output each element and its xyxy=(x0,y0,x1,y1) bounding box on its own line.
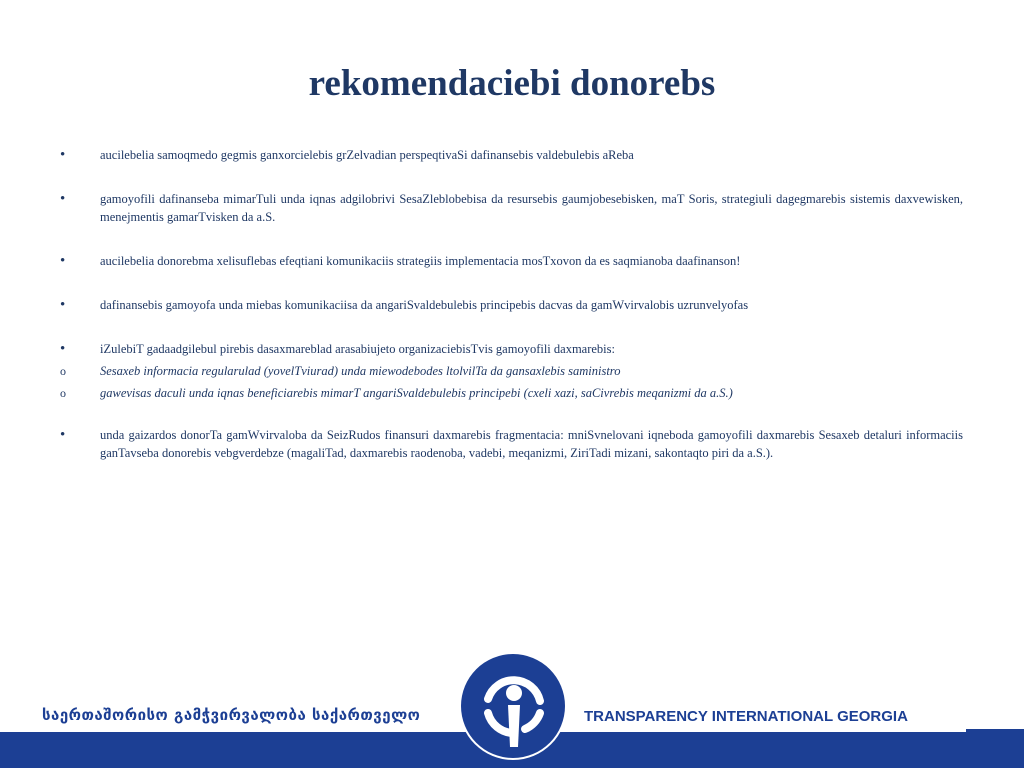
list-item xyxy=(60,190,963,226)
list-item-text: iZulebiT gadaadgilebul pirebis dasaxmareblad arasabiujeto organizaciebisTvis gamoyofili daxmarebis: xyxy=(100,342,615,356)
list-item xyxy=(60,340,963,358)
list-item xyxy=(60,146,963,164)
sub-bullet-marker: o xyxy=(60,386,66,400)
bullet-marker: • xyxy=(60,147,66,163)
list-item xyxy=(60,252,963,270)
list-item-text: dafinansebis gamoyofa unda miebas komunikaciisa da angariSvaldebulebis principebis dacvas da gamWvirvalobis uzrunvelyofas xyxy=(100,298,749,312)
list-item xyxy=(60,426,963,462)
org-name-english: TRANSPARENCY INTERNATIONAL GEORGIA xyxy=(584,708,908,725)
bullet-marker: • xyxy=(60,191,66,207)
sub-list-item-text: gawevisas daculi unda iqnas beneficiarebis mimarT angariSvaldebulebis principebi (cxeli xazi, saCivrebis meqanizmi da a.S.) xyxy=(100,386,733,400)
sub-bullet-marker: o xyxy=(60,364,66,378)
list-item-text: aucilebelia samoqmedo gegmis ganxorcielebis grZelvadian perspeqtivaSi dafinansebis valdebulebis aReba xyxy=(100,148,634,162)
bullet-marker: • xyxy=(60,427,66,443)
sub-list-item-text: Sesaxeb informacia regularulad (yovelTviurad) unda miewodebodes ltolvilTa da gansaxlebis saministro xyxy=(100,364,621,378)
bullet-marker: • xyxy=(60,341,66,357)
list-item-text: aucilebelia donorebma xelisuflebas efeqtiani komunikaciis strategiis implementacia mosTxovon da es saqmianoba daafinanson! xyxy=(100,254,741,268)
org-name-georgian: საერთაშორისო გამჭვირვალობა საქართველო xyxy=(42,706,421,724)
list-item-text: unda gaizardos donorTa gamWvirvaloba da SeizRudos finansuri daxmarebis fragmentacia: mniSvnelovani iqneboda gamoyofili daxmarebis Sesaxeb detaluri informaciis ganTavseba donorebis vebgverdebze (magaliTad, daxmarebis raodenoba, vadebi, meqanizmi, ZiriTadi mizani, sakontaqto piri da a.S.). xyxy=(100,428,963,460)
bullet-marker: • xyxy=(60,297,66,313)
sub-list-item xyxy=(60,362,963,380)
sub-list-item xyxy=(60,384,963,402)
bullet-marker: • xyxy=(60,253,66,269)
transparency-international-logo-icon xyxy=(458,651,568,761)
list-item-text: gamoyofili dafinanseba mimarTuli unda iqnas adgilobrivi SesaZleblobebisa da resursebis gaumjobesebisken, maT Soris, strategiuli dagegmarebis sistemis daxvewisken, menejmentis gamarTvisken da a.S. xyxy=(100,192,963,224)
list-item xyxy=(60,296,963,314)
slide-title: rekomendaciebi donorebs xyxy=(308,63,716,104)
recommendation-list xyxy=(60,146,963,462)
